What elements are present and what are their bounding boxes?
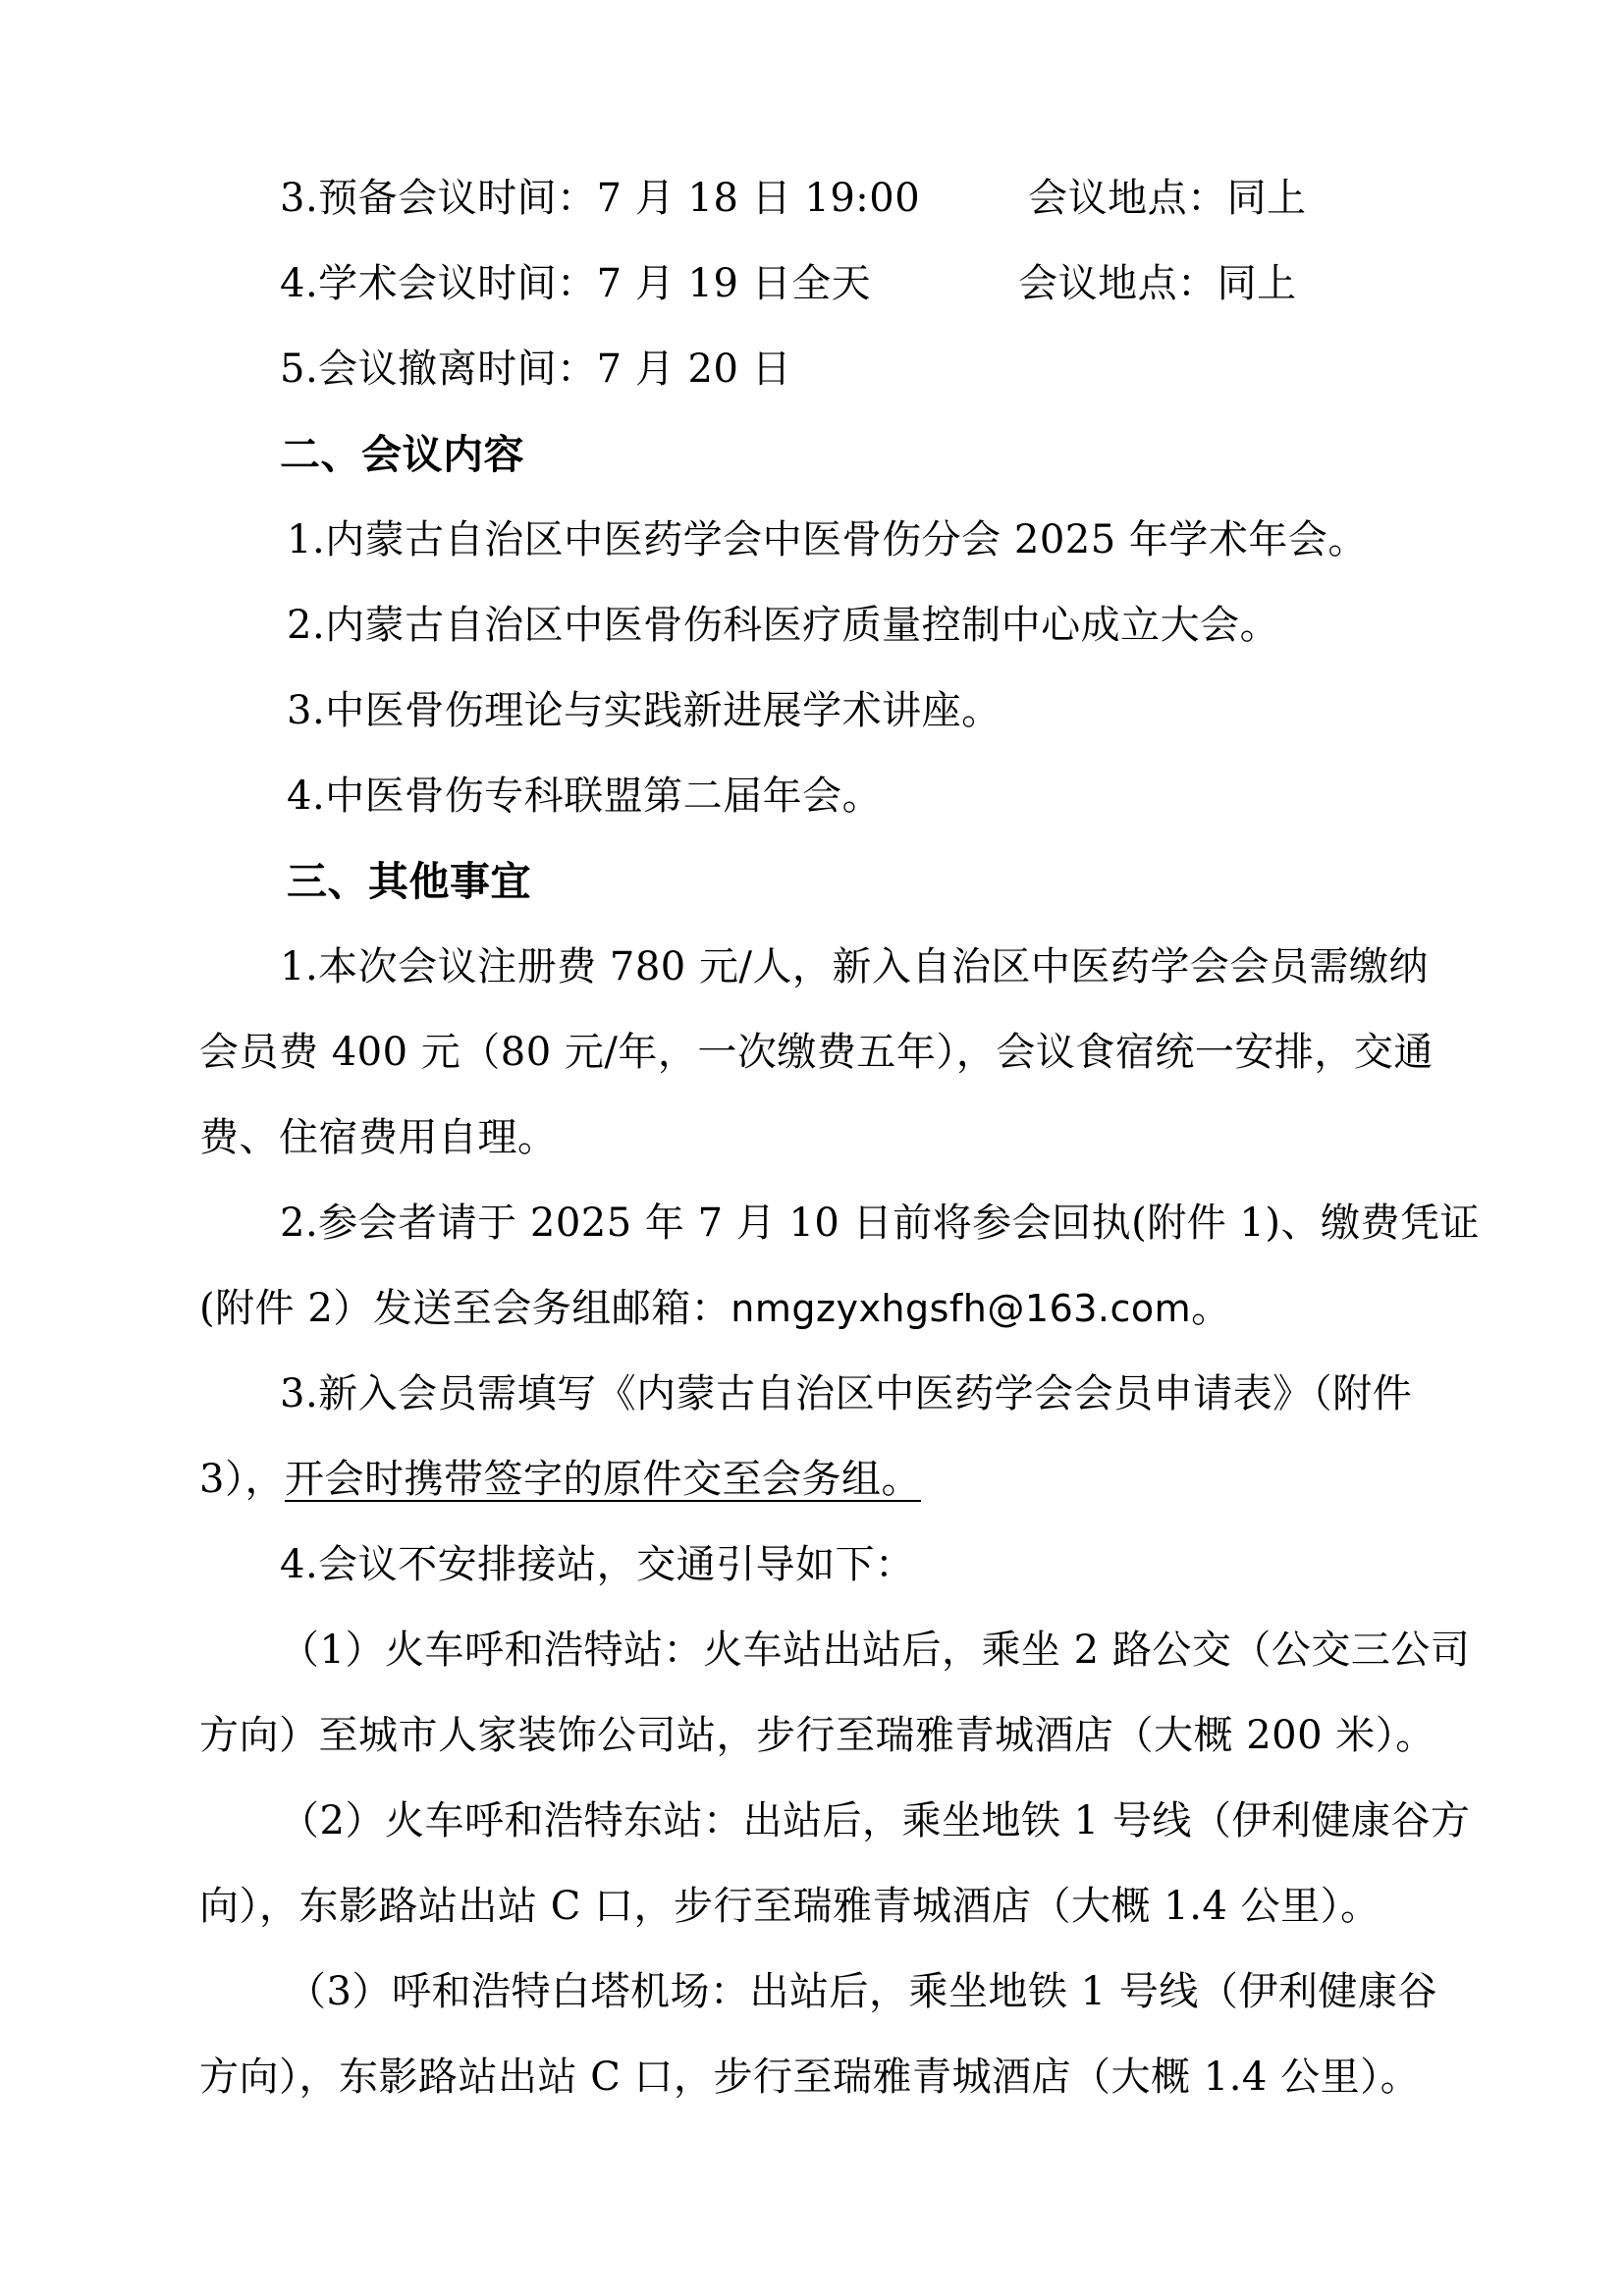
- content-item-1: 1.内蒙古自治区中医药学会中医骨伤分会 2025 年学术年会。: [287, 517, 1368, 562]
- schedule-item-5: 5.会议撤离时间：7 月 20 日: [280, 347, 792, 392]
- transport-1-line-1: （1）火车呼和浩特站：火车站出站后，乘坐 2 路公交（公交三公司: [280, 1628, 1471, 1673]
- schedule-item-3-place: 会议地点：同上: [1028, 176, 1307, 221]
- transport-2-line-2: 向），东影路站出站 C 口，步行至瑞雅青城酒店（大概 1.4 公里）。: [199, 1884, 1380, 1929]
- fee-paragraph-line-3: 费、住宿费用自理。: [199, 1115, 558, 1160]
- content-item-3: 3.中医骨伤理论与实践新进展学术讲座。: [287, 688, 1001, 733]
- transport-3-line-2: 方向），东影路站出站 C 口，步行至瑞雅青城酒店（大概 1.4 公里）。: [199, 2055, 1421, 2100]
- schedule-item-3-time: 3.预备会议时间：7 月 18 日 19:00: [280, 176, 921, 221]
- member-paragraph-line-1: 3.新入会员需填写《内蒙古自治区中医药学会会员申请表》（附件: [280, 1371, 1413, 1416]
- member-paragraph-line-2: [199, 1454, 921, 1505]
- section-2-heading: 二、会议内容: [280, 431, 524, 478]
- section-3-heading: 三、其他事宜: [287, 858, 531, 905]
- schedule-item-4-place: 会议地点：同上: [1018, 261, 1297, 306]
- transport-2-line-1: （2）火车呼和浩特东站：出站后，乘坐地铁 1 号线（伊利健康谷方: [280, 1798, 1471, 1843]
- fee-paragraph-line-1: 1.本次会议注册费 780 元/人，新入自治区中医药学会会员需缴纳: [280, 944, 1429, 989]
- schedule-item-4-time: 4.学术会议时间：7 月 19 日全天: [280, 261, 872, 306]
- schedule-item-4: [280, 258, 1297, 309]
- submission-paragraph-line-2: [199, 1283, 1231, 1334]
- contact-email-link[interactable]: nmgzyxhgsfh@163.com: [731, 1287, 1192, 1330]
- member-underlined-note: 开会时携带签字的原件交至会务组。: [284, 1457, 921, 1502]
- content-item-4: 4.中医骨伤专科联盟第二届年会。: [287, 774, 883, 819]
- transport-3-line-1: （3）呼和浩特白塔机场：出站后，乘坐地铁 1 号线（伊利健康谷: [287, 1969, 1437, 2014]
- fee-paragraph-line-2: 会员费 400 元（80 元/年，一次缴费五年），会议食宿统一安排，交通: [199, 1030, 1434, 1075]
- content-item-2: 2.内蒙古自治区中医骨伤科医疗质量控制中心成立大会。: [287, 603, 1280, 648]
- submission-suffix: 。: [1191, 1286, 1231, 1331]
- transport-intro: 4.会议不安排接站，交通引导如下：: [280, 1542, 915, 1587]
- member-prefix: 3），: [199, 1457, 285, 1502]
- transport-1-line-2: 方向）至城市人家装饰公司站，步行至瑞雅青城酒店（大概 200 米）。: [199, 1713, 1435, 1758]
- submission-prefix: (附件 2）发送至会务组邮箱：: [199, 1286, 731, 1331]
- schedule-item-3: [280, 173, 1307, 224]
- submission-paragraph-line-1: 2.参会者请于 2025 年 7 月 10 日前将参会回执(附件 1)、缴费凭证: [280, 1201, 1480, 1246]
